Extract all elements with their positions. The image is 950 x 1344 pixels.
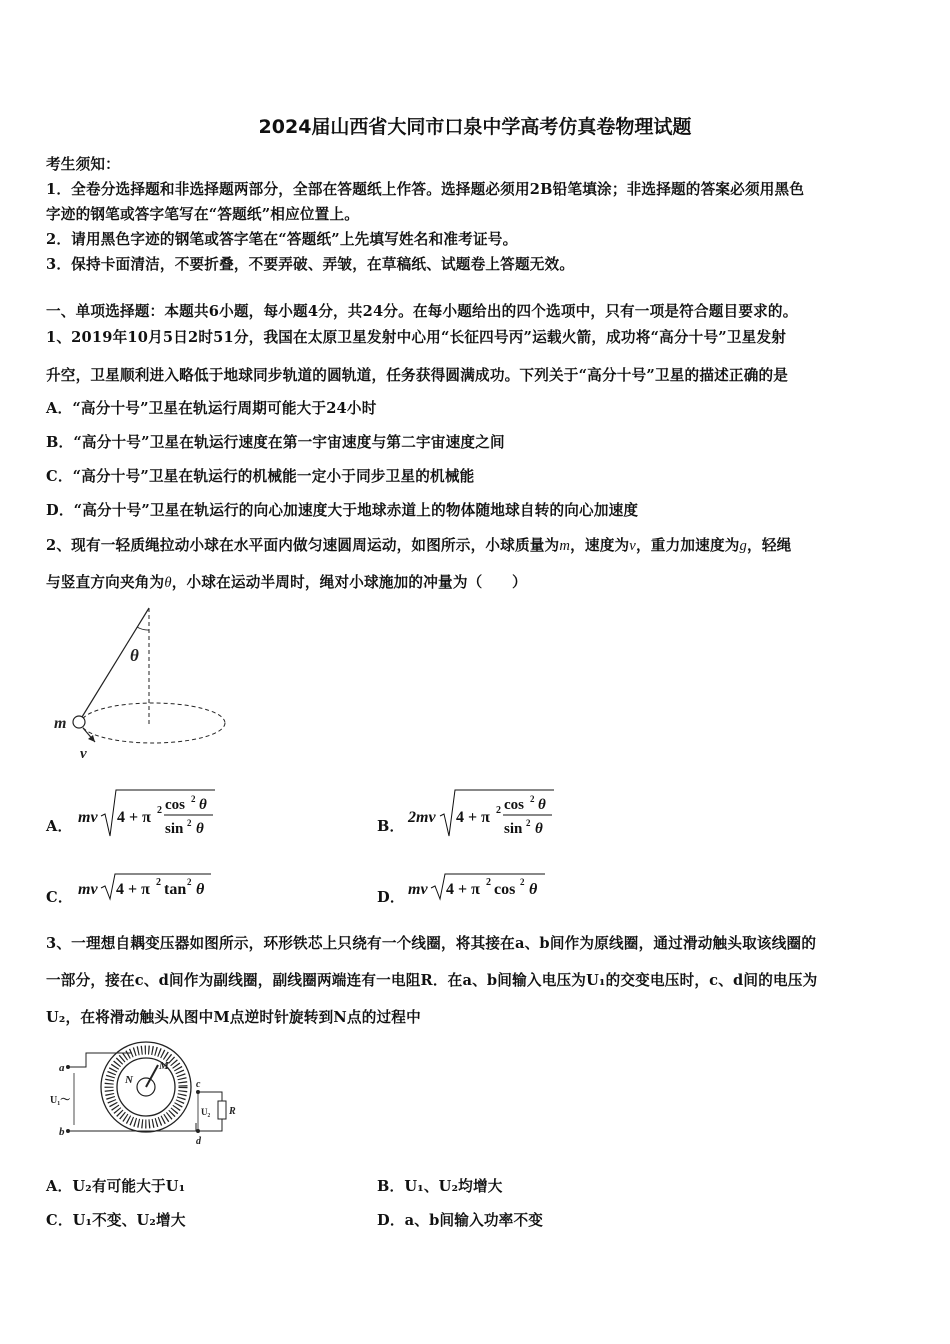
q2-option-b-letter: B． [377, 818, 405, 835]
formula-d-fn-exp: 2 [520, 877, 525, 887]
fig-r-label: R [229, 1106, 236, 1117]
q2-text-1c: ，重力加速度为 [635, 537, 740, 554]
q2-option-b-formula [405, 786, 565, 842]
fig-b-label: b [59, 1126, 65, 1138]
circular-path [81, 703, 225, 743]
formula-a-num: cos [165, 797, 185, 813]
fig-n-point-label: N [125, 1074, 133, 1086]
q2-option-a-letter: A． [46, 818, 73, 835]
fig-m-label: m [54, 715, 67, 732]
wire-a [68, 1053, 132, 1067]
formula-d-fn: cos [494, 881, 516, 898]
formula-a-exp: 2 [157, 805, 162, 816]
formula-c-inner: 4 + π [116, 881, 150, 898]
formula-a-num-theta: θ [199, 797, 207, 813]
q2-option-d-formula [405, 871, 555, 903]
formula-b-num-theta: θ [538, 797, 546, 813]
formula-b-den-theta: θ [535, 821, 543, 837]
page-title: 2024届山西省大同市口泉中学高考仿真卷物理试题 [258, 116, 692, 138]
resistor-icon [218, 1101, 226, 1119]
q1-stem-line2: 升空，卫星顺利进入略低于地球同步轨道的圆轨道，任务获得圆满成功。下列关于“高分十号”卫星的描述正确的是 [46, 367, 789, 384]
formula-b-den-exp: 2 [526, 818, 531, 828]
velocity-arrowhead-icon [88, 735, 95, 742]
q1-option-a: A．“高分十号”卫星在轨运行周期可能大于24小时 [46, 400, 377, 417]
formula-b-num: cos [504, 797, 524, 813]
fig-d-label: d [196, 1136, 201, 1147]
formula-b-coef: 2mv [408, 809, 436, 826]
fig-c-label: c [196, 1079, 201, 1090]
fig-a-label: a [59, 1062, 65, 1074]
fig-u1-label: U₁～ [50, 1095, 71, 1106]
formula-b-inner: 4 + π [456, 809, 490, 826]
q2-option-c-formula [75, 871, 225, 903]
q2-mass-symbol: m [559, 538, 571, 554]
q2-text-2b: ，小球在运动半周时，绳对小球施加的冲量为（ ） [171, 574, 527, 591]
formula-d-inner: 4 + π [446, 881, 480, 898]
formula-c-fn-exp: 2 [187, 877, 192, 887]
notice-line-3: 3．保持卡面清洁，不要折叠，不要弄破、弄皱，在草稿纸、试题卷上答题无效。 [46, 256, 575, 273]
notice-line-2: 2．请用黑色字迹的钢笔或答字笔在“答题纸”上先填写姓名和准考证号。 [46, 231, 518, 248]
q3-stem-line1: 3、一理想自耦变压器如图所示，环形铁芯上只绕有一个线圈，将其接在a、b间作为原线圈，通过滑动触头取该线圈的 [46, 935, 817, 952]
rope-line [82, 608, 149, 717]
formula-c-theta: θ [196, 881, 205, 898]
q2-stem-line1 [46, 534, 791, 555]
formula-c-coef: mv [78, 881, 98, 898]
q2-option-c-letter: C． [46, 889, 73, 906]
formula-c-fn: tan [164, 881, 187, 898]
formula-b-den: sin [504, 821, 523, 837]
section-heading: 一、单项选择题：本题共6小题，每小题4分，共24分。在每小题给出的四个选项中，只有一项是符合题目要求的。 [46, 303, 798, 320]
q2-option-a-formula [75, 786, 225, 842]
q2-text-1a: 2、现有一轻质绳拉动小球在水平面内做匀速圆周运动，如图所示，小球质量为 [46, 537, 560, 554]
q3-stem-line2: 一部分，接在c、d间作为副线圈，副线圈两端连有一电阻R．在a、b间输入电压为U₁的交变电压时，c、d间的电压为 [46, 972, 818, 989]
autotransformer-figure [46, 1035, 246, 1150]
q3-option-a: A．U₂有可能大于U₁ [46, 1178, 186, 1195]
formula-d-exp: 2 [486, 877, 491, 888]
q1-option-c: C．“高分十号”卫星在轨运行的机械能一定小于同步卫星的机械能 [46, 468, 475, 485]
notice-line-1b: 字迹的钢笔或答字笔写在“答题纸”相应位置上。 [46, 206, 360, 223]
formula-a-den: sin [165, 821, 184, 837]
formula-a-den-theta: θ [196, 821, 204, 837]
formula-d-coef: mv [408, 881, 428, 898]
formula-a-num-exp: 2 [191, 794, 196, 804]
q1-option-d: D．“高分十号”卫星在轨运行的向心加速度大于地球赤道上的物体随地球自转的向心加速度 [46, 502, 639, 519]
fig-theta-label: θ [130, 646, 139, 665]
fig-m-point-label: M [159, 1060, 169, 1072]
q1-option-b: B．“高分十号”卫星在轨运行速度在第一宇宙速度与第二宇宙速度之间 [46, 434, 505, 451]
q3-option-b: B．U₁、U₂均增大 [377, 1178, 503, 1195]
q2-stem-line2 [46, 571, 527, 592]
conical-pendulum-figure [46, 600, 246, 770]
q2-gravity-symbol: g [739, 538, 748, 554]
wire-c [198, 1092, 222, 1101]
q2-option-d-letter: D． [377, 889, 405, 906]
q3-stem-line3: U₂，在将滑动触头从图中M点逆时针旋转到N点的过程中 [46, 1009, 421, 1026]
fig-v-label: v [80, 746, 87, 762]
wire-d [198, 1119, 222, 1131]
q2-text-1d: ，轻绳 [747, 537, 792, 554]
q2-velocity-symbol: v [629, 538, 636, 554]
q3-option-c: C．U₁不变、U₂增大 [46, 1212, 186, 1229]
notice-heading: 考生须知： [46, 156, 120, 173]
q3-option-d: D．a、b间输入功率不变 [377, 1212, 544, 1229]
theta-arc [137, 627, 149, 630]
formula-a-coef: mv [78, 809, 98, 826]
q2-theta-symbol: θ [164, 575, 172, 591]
formula-c-exp: 2 [156, 877, 161, 888]
q1-stem-line1: 1、2019年10月5日2时51分，我国在太原卫星发射中心用“长征四号丙”运载火箭，成功将“高分十号”卫星发射 [46, 329, 787, 346]
formula-b-num-exp: 2 [530, 794, 535, 804]
formula-a-inner: 4 + π [117, 809, 151, 826]
q2-text-2a: 与竖直方向夹角为 [46, 574, 165, 591]
notice-line-1a: 1．全卷分选择题和非选择题两部分，全部在答题纸上作答。选择题必须用2B铅笔填涂；非选择题的答案必须用黑色 [46, 181, 805, 198]
q2-text-1b: ，速度为 [570, 537, 630, 554]
formula-d-theta: θ [529, 881, 538, 898]
formula-b-exp: 2 [496, 805, 501, 816]
formula-a-den-exp: 2 [187, 818, 192, 828]
fig-u2-label: U₂ [201, 1107, 211, 1117]
ball-icon [73, 716, 85, 728]
